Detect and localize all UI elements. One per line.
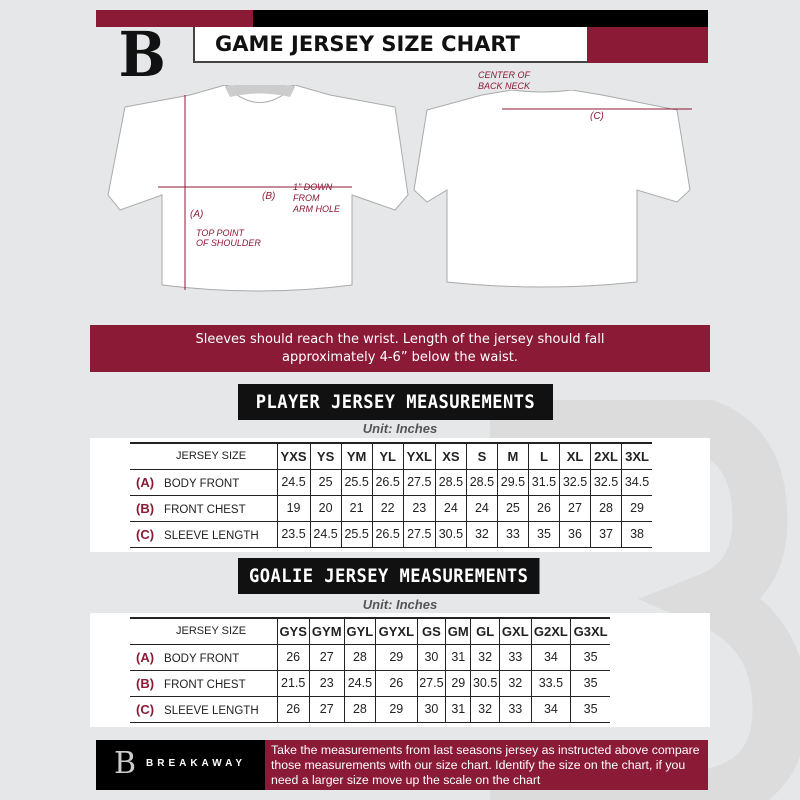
c-desc: BACK NECK	[478, 81, 531, 91]
table-cell: 27	[559, 495, 590, 521]
row-label	[130, 644, 277, 670]
table-cell: 32	[471, 696, 500, 722]
table-cell: 26	[528, 495, 559, 521]
table-cell: 29.5	[497, 469, 528, 495]
table-cell: 28.5	[466, 469, 497, 495]
table-cell: 33	[500, 696, 532, 722]
size-column-header: GL	[471, 618, 500, 644]
table-cell: 31.5	[528, 469, 559, 495]
title-accent	[587, 27, 708, 63]
size-header: JERSEY SIZE	[130, 443, 277, 469]
table-cell: 30.5	[435, 521, 466, 547]
table-cell: 24	[466, 495, 497, 521]
a-label: (A)	[190, 209, 204, 220]
table-cell: 32	[500, 670, 532, 696]
table-cell: 25.5	[341, 521, 372, 547]
top-bar-black	[253, 10, 708, 27]
table-cell: 26.5	[372, 469, 403, 495]
size-column-header: YM	[341, 443, 372, 469]
table-cell: 21.5	[277, 670, 309, 696]
footer-brand-name: BREAKAWAY	[146, 758, 247, 769]
table-cell: 32	[466, 521, 497, 547]
fit-instructions-banner	[90, 325, 710, 372]
table-cell: 22	[372, 495, 403, 521]
table-cell: 34.5	[622, 469, 652, 495]
table-cell: 24	[435, 495, 466, 521]
table-cell: 20	[310, 495, 341, 521]
table-row	[130, 495, 652, 521]
c-label: (C)	[590, 111, 604, 122]
table-row	[130, 469, 652, 495]
row-label	[130, 469, 277, 495]
a-desc: TOP POINT	[196, 228, 245, 238]
size-column-header: 3XL	[622, 443, 652, 469]
size-column-header: GYXL	[376, 618, 417, 644]
row-label	[130, 495, 277, 521]
table-cell: 30	[417, 644, 446, 670]
table-cell: 31	[446, 644, 471, 670]
table-cell: 34	[531, 696, 571, 722]
table-cell: 23	[403, 495, 435, 521]
table-cell: 26	[376, 670, 417, 696]
table-cell: 27	[309, 696, 344, 722]
table-row	[130, 696, 610, 722]
row-name: BODY FRONT	[164, 652, 240, 665]
size-column-header: YXS	[277, 443, 310, 469]
table-cell: 25.5	[341, 469, 372, 495]
row-label	[130, 696, 277, 722]
table-row	[130, 644, 610, 670]
table-cell: 35	[528, 521, 559, 547]
table-cell: 33	[497, 521, 528, 547]
size-column-header: GYS	[277, 618, 309, 644]
table-cell: 32.5	[591, 469, 622, 495]
a-desc: OF SHOULDER	[196, 238, 261, 248]
table-cell: 33	[500, 644, 532, 670]
size-column-header: G2XL	[531, 618, 571, 644]
row-code: (A)	[136, 474, 155, 490]
size-column-header: GYM	[309, 618, 344, 644]
table-cell: 32.5	[559, 469, 590, 495]
size-column-header: XS	[435, 443, 466, 469]
table-cell: 30	[417, 696, 446, 722]
table-cell: 35	[571, 696, 610, 722]
c-desc: CENTER OF	[478, 70, 531, 80]
table-cell: 33.5	[531, 670, 571, 696]
row-label	[130, 521, 277, 547]
table-cell: 23	[309, 670, 344, 696]
footer-brand	[96, 740, 265, 790]
table-cell: 31	[446, 696, 471, 722]
size-column-header: GXL	[500, 618, 532, 644]
table-cell: 29	[446, 670, 471, 696]
banner-line: Sleeves should reach the wrist. Length of the jersey should fall	[195, 332, 605, 347]
table-cell: 23.5	[277, 521, 310, 547]
goalie-unit: Unit: Inches	[362, 597, 438, 612]
back-jersey-diagram	[412, 90, 702, 295]
b-desc: ARM HOLE	[293, 204, 341, 214]
footer-logo: B	[114, 746, 137, 781]
b-desc: 1" DOWN	[293, 182, 333, 192]
size-column-header: S	[466, 443, 497, 469]
row-code: (B)	[136, 675, 155, 691]
size-column-header: GS	[417, 618, 446, 644]
size-column-header: L	[528, 443, 559, 469]
table-cell: 28	[344, 644, 376, 670]
table-cell: 29	[376, 644, 417, 670]
table-cell: 24.5	[344, 670, 376, 696]
size-column-header: GYL	[344, 618, 376, 644]
goalie-size-table	[130, 617, 610, 723]
table-cell: 28	[591, 495, 622, 521]
footer-instructions: Take the measurements from last seasons jersey as instructed above compare those measurements with our size chart. Identify the size on the chart, if you need a larger size move up the scale on the chart	[265, 740, 708, 790]
table-cell: 28	[344, 696, 376, 722]
table-cell: 37	[591, 521, 622, 547]
table-cell: 36	[559, 521, 590, 547]
table-header-row	[130, 618, 610, 644]
table-cell: 25	[310, 469, 341, 495]
table-cell: 19	[277, 495, 310, 521]
size-column-header: 2XL	[591, 443, 622, 469]
table-cell: 28.5	[435, 469, 466, 495]
goalie-section-title: GOALIE JERSEY MEASUREMENTS	[238, 558, 540, 594]
page-title: GAME JERSEY SIZE CHART	[215, 32, 520, 56]
table-cell: 26	[277, 644, 309, 670]
front-jersey-diagram	[100, 85, 420, 300]
table-cell: 32	[471, 644, 500, 670]
table-cell: 35	[571, 670, 610, 696]
player-unit: Unit: Inches	[362, 421, 438, 436]
row-name: BODY FRONT	[164, 477, 240, 490]
table-row	[130, 521, 652, 547]
table-cell: 24.5	[310, 521, 341, 547]
player-section-title: PLAYER JERSEY MEASUREMENTS	[238, 384, 553, 420]
title-box	[193, 27, 587, 63]
table-cell: 26.5	[372, 521, 403, 547]
table-cell: 25	[497, 495, 528, 521]
b-label: (B)	[262, 191, 276, 202]
row-code: (B)	[136, 500, 155, 516]
table-cell: 27	[309, 644, 344, 670]
size-column-header: XL	[559, 443, 590, 469]
size-column-header: M	[497, 443, 528, 469]
table-cell: 29	[376, 696, 417, 722]
size-header: JERSEY SIZE	[130, 618, 277, 644]
table-cell: 26	[277, 696, 309, 722]
player-size-table	[130, 442, 652, 548]
size-column-header: G3XL	[571, 618, 610, 644]
row-name: FRONT CHEST	[164, 503, 246, 516]
table-cell: 29	[622, 495, 652, 521]
table-cell: 24.5	[277, 469, 310, 495]
brand-logo: B	[118, 18, 166, 91]
table-cell: 35	[571, 644, 610, 670]
row-name: SLEEVE LENGTH	[164, 529, 259, 542]
size-column-header: YXL	[403, 443, 435, 469]
table-row	[130, 670, 610, 696]
b-desc: FROM	[293, 193, 320, 203]
table-header-row	[130, 443, 652, 469]
table-cell: 21	[341, 495, 372, 521]
size-column-header: GM	[446, 618, 471, 644]
row-name: SLEEVE LENGTH	[164, 704, 259, 717]
table-cell: 27.5	[403, 521, 435, 547]
table-cell: 38	[622, 521, 652, 547]
row-code: (C)	[136, 526, 155, 542]
row-code: (A)	[136, 649, 155, 665]
row-label	[130, 670, 277, 696]
size-column-header: YS	[310, 443, 341, 469]
table-cell: 30.5	[471, 670, 500, 696]
table-cell: 27.5	[403, 469, 435, 495]
size-column-header: YL	[372, 443, 403, 469]
banner-line: approximately 4-6” below the waist.	[282, 350, 518, 365]
table-cell: 34	[531, 644, 571, 670]
table-cell: 27.5	[417, 670, 446, 696]
row-code: (C)	[136, 701, 155, 717]
row-name: FRONT CHEST	[164, 678, 246, 691]
